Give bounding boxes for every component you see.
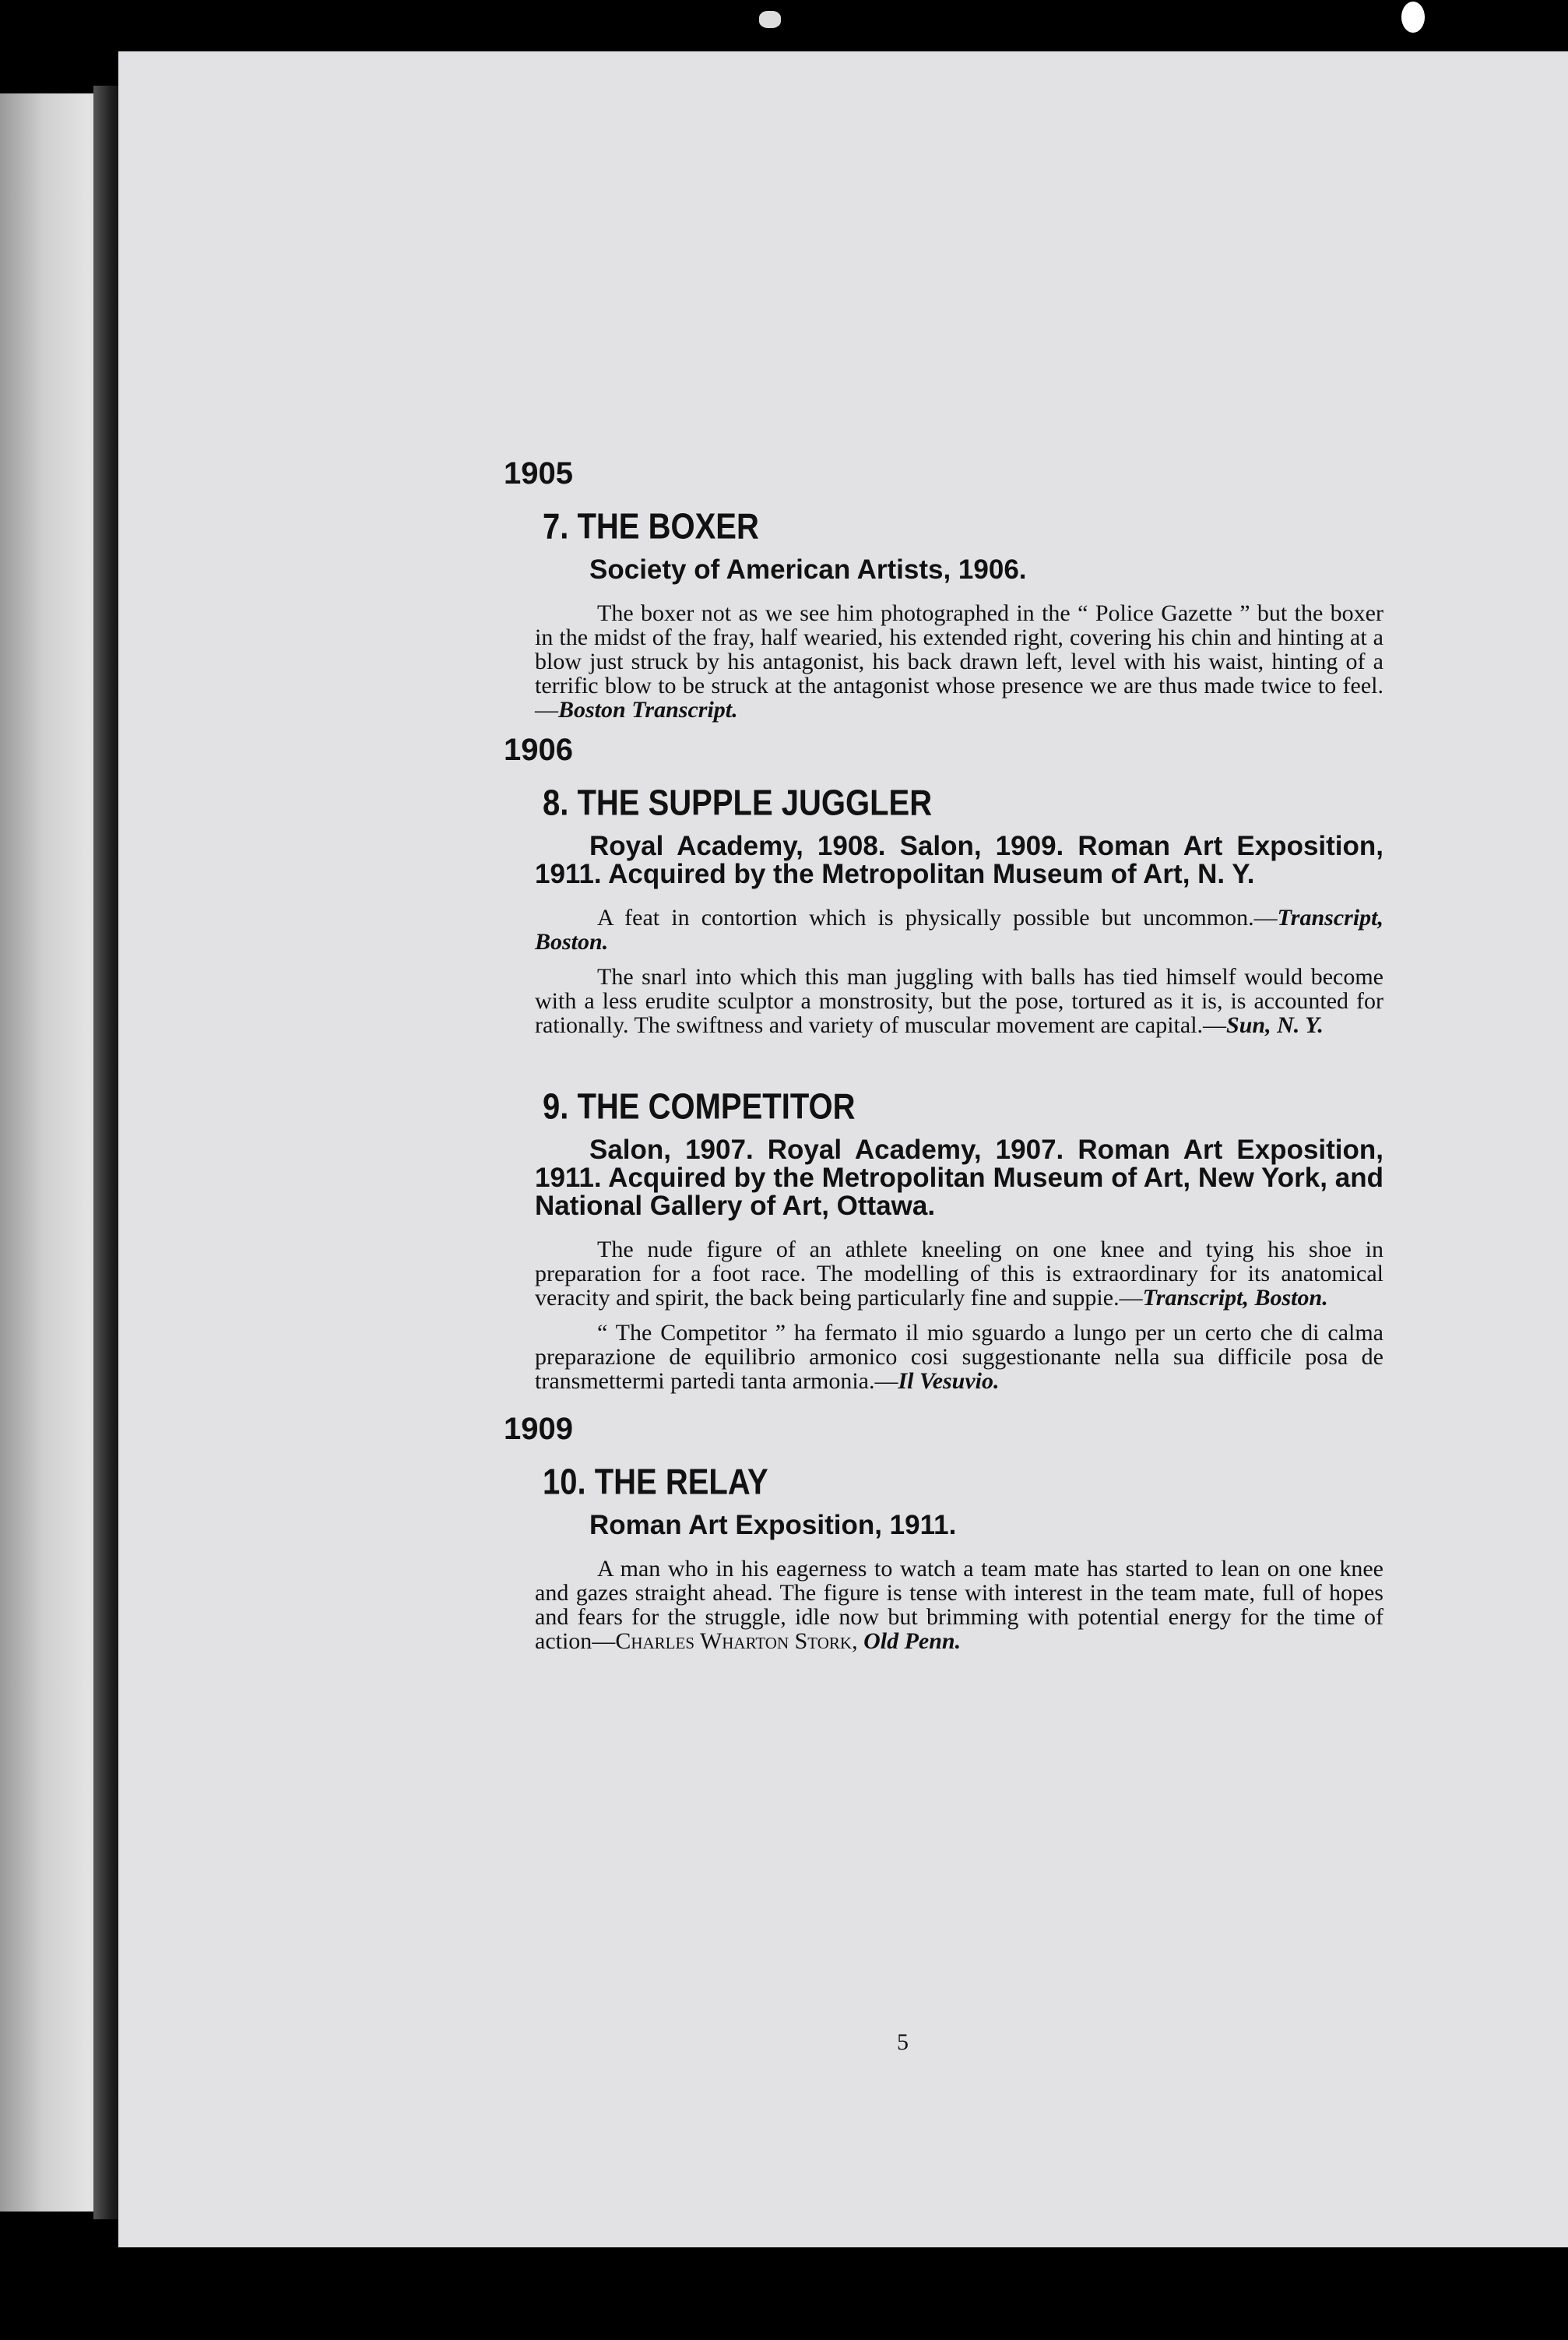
page-number: 5 — [897, 2029, 909, 2055]
exhibition-history: Roman Art Exposition, 1911. — [589, 1510, 957, 1540]
quote-source: Transcript, Boston. — [535, 905, 1383, 955]
scan-artifact-corner — [1401, 2, 1425, 33]
press-quote: A man who in his eagerness to watch a team mate has started to lean on one knee and gazes straight ahead. The figure is tense with interest in the team mate, full of hopes and fears for the struggle, idle now but brimming with potential energy for the time of action—Charles Wharton Stork, Old Penn. — [535, 1556, 1383, 1654]
artwork-title: 7. THE BOXER — [543, 507, 759, 547]
scan-artifact — [759, 11, 781, 28]
press-quote: “ The Competitor ” ha fermato il mio sguardo a lungo per un certo che di calma preparazione de equilibrio armonico cosi suggestionante nella sua difficile posa de transmettermi partedi tanta armonia.—Il Vesuvio. — [535, 1320, 1383, 1394]
quote-source: Sun, N. Y. — [1226, 1012, 1324, 1038]
quote-author: Charles Wharton Stork, — [615, 1628, 858, 1654]
artwork-title: 9. THE COMPETITOR — [543, 1087, 856, 1127]
exhibition-history: Society of American Artists, 1906. — [589, 554, 1027, 585]
facing-page-edge — [0, 93, 109, 2212]
year-heading: 1909 — [504, 1412, 573, 1446]
section-spacer — [512, 1404, 1383, 1412]
artwork-title: 10. THE RELAY — [543, 1462, 768, 1502]
press-quote: A feat in contortion which is physically possible but uncommon.—Transcript, Boston. — [535, 905, 1383, 955]
section-spacer — [512, 1048, 1383, 1087]
quote-source: Transcript, Boston. — [1142, 1285, 1328, 1311]
press-quote: The snarl into which this man juggling with balls has tied himself would become with a less erudite sculptor a monstrosity, but the pose, tortured as it is, is accounted for rationally. The swiftness and variety of muscular movement are capital.—Sun, N. Y. — [535, 964, 1383, 1038]
artwork-title: 8. THE SUPPLE JUGGLER — [543, 783, 933, 823]
press-quote: The nude figure of an athlete kneeling on one knee and tying his shoe in preparation for a foot race. The modelling of this is extraordinary for its anatomical veracity and spirit, the back being particularly fine and suppie.—Transcript, Boston. — [535, 1237, 1383, 1311]
year-heading: 1906 — [504, 733, 573, 767]
quote-source: Boston Transcript. — [558, 697, 738, 723]
document-page — [118, 51, 1568, 2247]
press-quote: The boxer not as we see him photographed in the “ Police Gazette ” but the boxer in the midst of the fray, half wearied, his extended right, covering his chin and hinting at a blow just struck by his antagonist, his back drawn left, level with his waist, hinting of a terrific blow to be struck at the antagonist whose presence we are thus made twice to feel.—Boston Transcript. — [535, 600, 1383, 723]
quote-source: Il Vesuvio. — [898, 1368, 1000, 1394]
binding-shadow — [93, 86, 121, 2219]
year-heading: 1905 — [504, 456, 573, 491]
exhibition-history: Salon, 1907. Royal Academy, 1907. Roman Art Exposition, 1911. Acquired by the Metropolitan Museum of Art, New York, and National Gallery of Art, Ottawa. — [535, 1135, 1383, 1221]
page-content — [504, 456, 1383, 1664]
quote-source: Old Penn. — [863, 1628, 962, 1654]
exhibition-history: Royal Academy, 1908. Salon, 1909. Roman Art Exposition, 1911. Acquired by the Metropolitan Museum of Art, N. Y. — [535, 831, 1383, 889]
